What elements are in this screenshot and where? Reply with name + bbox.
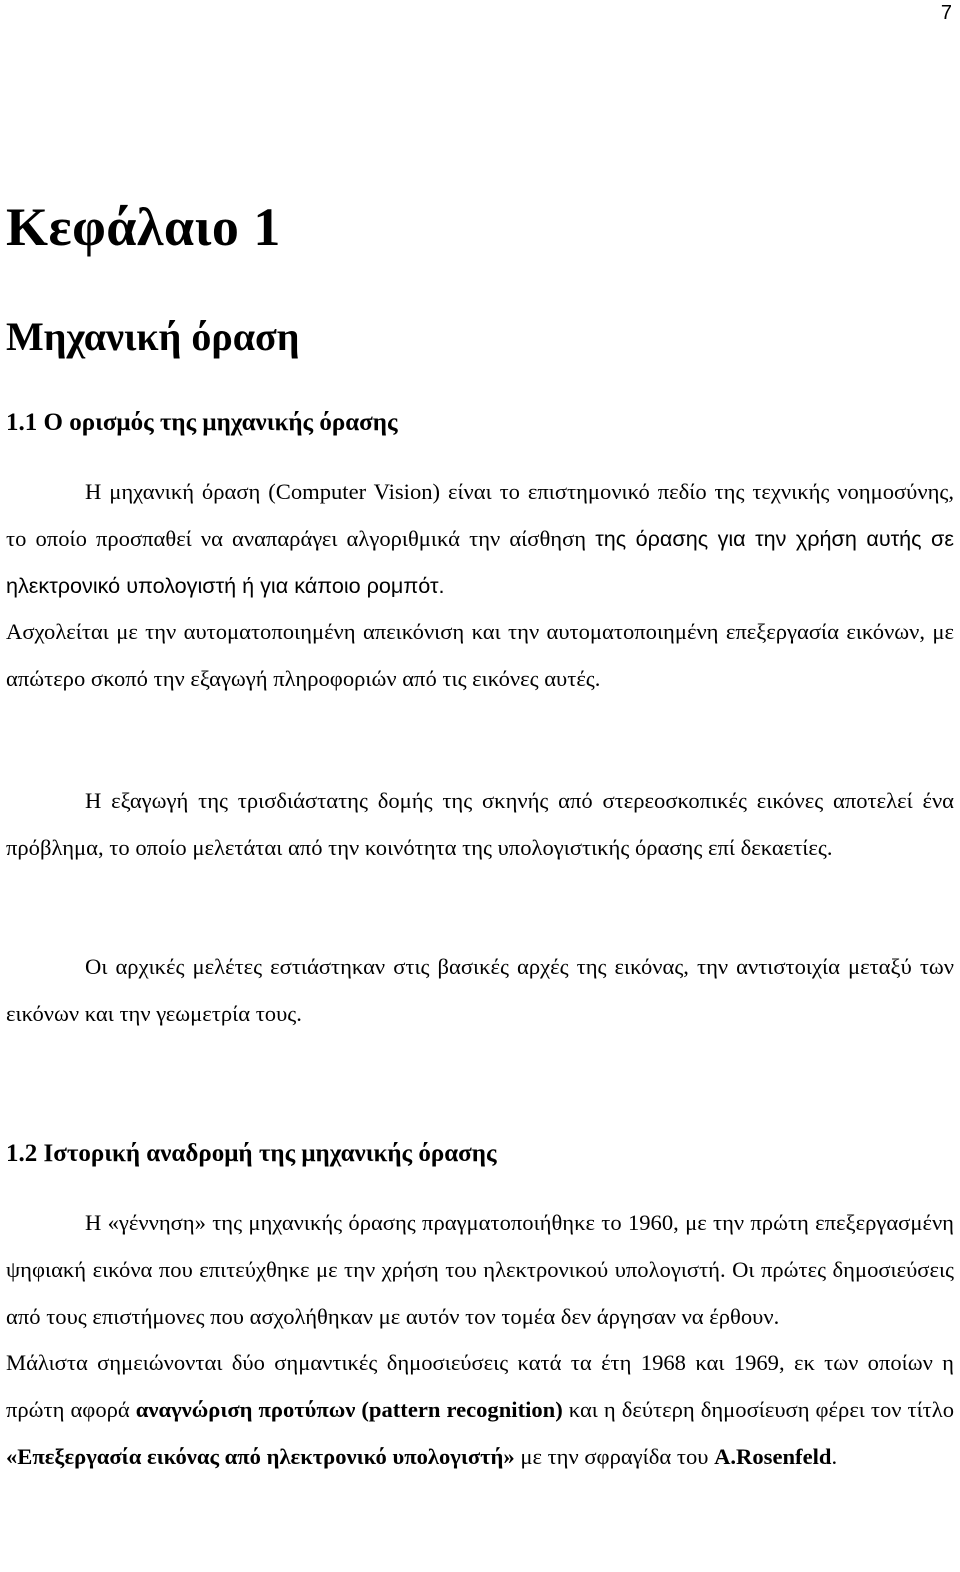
paragraph-text-sans: της όρασης για την χρήση αυτής σε ηλεκτρονικό υπολογιστή ή για κάποιο ρομπότ. [6,526,954,598]
page-number: 7 [940,2,952,24]
paragraph-history-continued [6,1339,954,1480]
chapter-title: Μηχανική όραση [6,314,300,359]
paragraph-text: και η δεύτερη δημοσίευση φέρει τον τίτλο [562,1397,954,1422]
paragraph-definition [6,468,954,609]
paragraph-text: Μάλιστα σημειώνονται δύο σημαντικές δημοσιεύσεις κατά τα έτη 1968 και 1969, εκ των οποίων η πρώτη αφορά [6,1350,954,1422]
bold-term-pattern-recognition: αναγνώριση προτύπων (pattern recognition) [135,1397,563,1422]
paragraph-3d-structure: Η εξαγωγή της τρισδιάστατης δομής της σκηνής από στερεοσκοπικές εικόνες αποτελεί ένα πρόβλημα, το οποίο μελετάται από την κοινότητα της υπολογιστικής όρασης επί δεκαετίες. [6,788,954,860]
paragraph-early-studies: Οι αρχικές μελέτες εστιάστηκαν στις βασικές αρχές της εικόνας, την αντιστοιχία μεταξύ των εικόνων και την γεωμετρία τους. [6,954,954,1026]
section-heading-1-1: 1.1 Ο ορισμός της μηχανικής όρασης [6,409,398,436]
section-heading-1-2: 1.2 Ιστορική αναδρομή της μηχανικής όρασης [6,1140,497,1167]
bold-author-name: A.Rosenfeld [714,1444,832,1469]
paragraph-text: με την σφραγίδα του [514,1444,715,1469]
chapter-label: Κεφάλαιο 1 [6,197,281,257]
bold-title-publication: «Επεξεργασία εικόνας από ηλεκτρονικό υπολογιστή» [6,1444,515,1469]
paragraph-text: . [831,1444,838,1469]
paragraph-text: Η μηχανική όραση (Computer Vision) είναι το επιστημονικό πεδίο της τεχνικής νοημοσύνης, το οποίο προσπαθεί να αναπαράγει αλγοριθμικά την αίσθηση [6,479,954,551]
paragraph-history: Η «γέννηση» της μηχανικής όρασης πραγματοποιήθηκε το 1960, με την πρώτη επεξεργασμένη ψηφιακή εικόνα που επιτεύχθηκε με την χρήση του ηλεκτρονικού υπολογιστή. Οι πρώτες δημοσιεύσεις από τους επιστήμονες που ασχολήθηκαν με αυτόν τον τομέα δεν άργησαν να έρθουν. [6,1210,954,1329]
paragraph-definition-continued: Ασχολείται με την αυτοματοποιημένη απεικόνιση και την αυτοματοποιημένη επεξεργασία εικόνων, με απώτερο σκοπό την εξαγωγή πληροφοριών από τις εικόνες αυτές. [6,619,954,691]
